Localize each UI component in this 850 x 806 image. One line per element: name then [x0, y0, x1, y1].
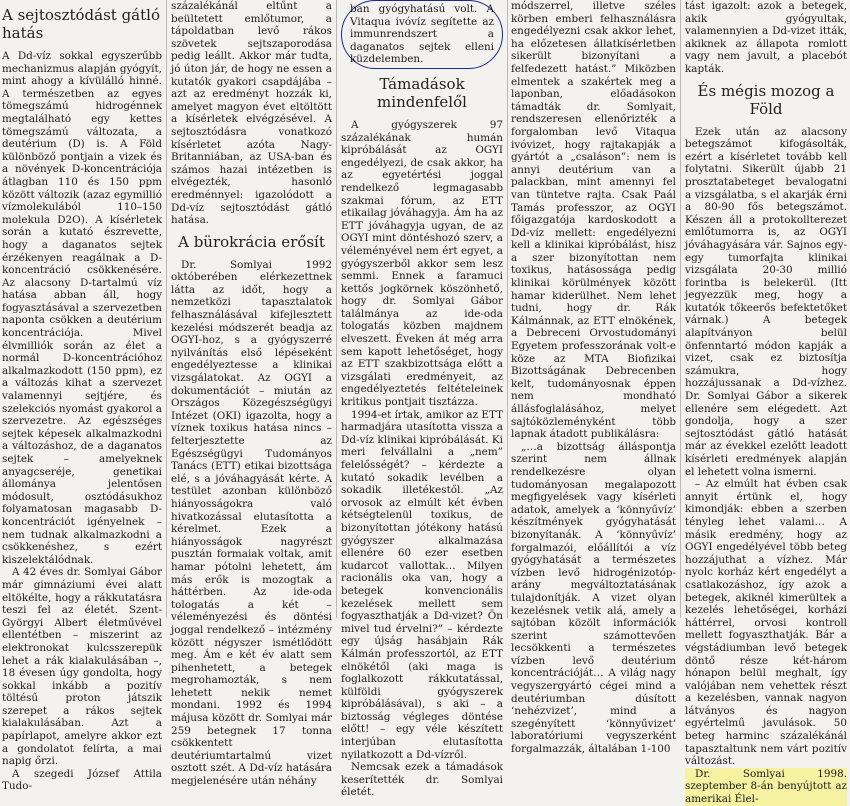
paragraph: A Dd-víz sokkal egyszerűbb mechanizmus alapján gyógyít, mint ahogy a kívülálló hinné. A természetben az egyes tömegszámú hidrogénnek megtalálható egy kettes tömegszámú változata, a deutérium (D) is. A Föld különböző pontjain a vizek és a növények D-koncentrációja átlagban 110 és 150 ppm között változik (azaz egymillió vízmolekulából 110–150 molekula D2O). A kísérletek során a kutató észrevette, hogy a daganatos sejtek érzékenyen reagálnak a D-koncentráció csökkenésére. Az alacsony D-tartalmú víz hatása abban áll, hogy fogyasztásával a szervezetben naponta csökken a deutérium koncentrációja. Mivel élvmilliók során az élet a normál D-koncentrációhoz alkalmazkodott (150 ppm), ez a változás kihat a szervezet valamennyi sejtjére, és szelekciós nyomást gyakorol a szervezetre. Az egészséges sejtek képesek alkalmazkodni a változáshoz, de a daganatos sejtek – amelyeknek anyagcseréje, genetikai állománya jelentősen módosult, osztódásukhoz folyamatosan magasabb D-koncentrációt igényelnek – nem tudnak alkalmazkodni a csökkenéshez, s ezért kiszelektálódnak.: [2, 50, 162, 566]
paragraph: A szegedi József Attila Tudo-: [2, 767, 162, 793]
article-column-2: [171, 0, 332, 788]
column-divider: [166, 0, 167, 618]
quoted-paragraph: „…a bizottság álláspontja szerint nem állnak rendelkezésre olyan tudományosan megalapozott megfigyelések vagy kísérleti adatok, amelyek a ‘könnyűvíz’ készítmények gyógyhatását bizonyítanák. A ‘könnyűvíz’ forgalmazói, előállítói a víz gyógyhatását a természetes vízben levő hidrogénizotóp-arány megváltoztatásának tulajdonítják. A vizet olyan kezelésnek vetik alá, amely a sajtóban közölt információk szerint számottevően lecsökkenti a természetes vízben levő deutérium koncentrációját… A világ nagy vegyszergyártó cégei mind a deutériumban dúsított ‘nehézvizet’, mind a szegényített ‘könnyűvizet’ laboratóriumi vegyszerként forgalmazzák, általában 1-100: [511, 440, 676, 756]
article-column-1: [2, 0, 162, 793]
paragraph: 1994-et írtak, amikor az ETT harmadjára utasította vissza a Dd-víz klinikai kipróbálását. Ki meri felvállalni a „nem” felelősségét? – kérdezte a kutató sokadik levélben a sokadik illetékestől. „Az orvosok az elmúlt két évben kétségtelenül toxikus, de bizonyítottan jótékony hatású gyógyszer alkalmazása ellenére 60 ezer esetben kudarcot vallottak… Milyen racionális oka van, hogy a betegek konvencionális kezelések mellett sem fogyaszthatják a Dd-vizet? Ön mivel tud érvelni?” – kérdezte egy újság hasábjain Rák Kálmán professzortól, az ETT elnökétől (aki maga is foglalkozott rákkutatással, külföldi gyógyszerek kipróbálásával), s aki – a biztosság végleges döntése előtt! – egy véle készített interjúban elutasította nyilatkozott a Dd-vízről.: [341, 408, 503, 761]
paragraph: tást igazolt: azok a betegek, akik gyógyultak, valamennyien a Dd-vizet itták, akiknek az állapota romlott vagy nem javult, a placebót kapták.: [685, 0, 847, 75]
paragraph: A 42 éves dr. Somlyai Gábor már gimnáziumi évei alatt eltökélte, hogy a rákkutatásra teszi fel az életét. Szent-Györgyi Albert életművével ellentétben – miszerint az elektronokat kulcsszerepük lehet a rák kialakulásában –, 18 évesen úgy gondolta, hogy sokkal inkább a pozitív töltésű proton játszik szerepet a rákos sejtek kialakulásában. Azt a papírlapot, amelyre akkor ezt a gondolatot felírta, a mai napig őrzi.: [2, 566, 162, 768]
paragraph: – Az elmúlt hat évben csak annyit értünk el, hogy kimondják: ebben a szerben tényleg lehet valami… A másik eredmény, hogy az OGYI engedélyével több beteg hozzájuthat a vízhez. Már nyolc korház kért engedélyt a csatlakozáshoz, így azok a betegek, akiknél kimerültek a kezelés lehetőségei, korházi háttérrel, orvosi kontroll mellett fogyaszthatják. Bár a végstádiumban levő betegek döntő része két-három hónapon belül meghalt, így valójában nem vehettek részt a kezelésben, vannak nagyon látványos és nagyon egyértelmű javulások. 50 beteg harminc százalékánál tapasztaltunk nem várt pozitív változást.: [685, 478, 847, 768]
paragraph: módszerrel, illetve széles körben emberi felhasználásra engedélyezni csak akkor lehet, ha előzetesen állatkísérletben sikerült bizonyítani a felfedezett hatást.” Miközben elmentek a szakértek meg a laponban, előadásokon támadták dr. Somlyait, rendszeresen ellenőrizték a forgalomban levő Vitaqua ivóvizet, hogy rajtakapják a gyártót a „csaláson”: nem is annyi deutérium van a palackban, mint amennyi fel van tüntetve rajta. Csak Paál Tamás professzor, az OGYI főigazgatója kardoskodott a Dd-víz mellett: engedélyezni kell a klinikai kipróbálást, hisz a szer bizonyítottan nem toxikus, hatásossága pedig klinikai körülmények között hamar kiderülhet. Nem lehet tudni, hogy dr. Rák Kálmánnak, az ETT elnökének, a Debreceni Orvostudományi Egyetem professzorának volt-e köze az MTA Biofizikai Bizottságának Debrecenben kelt, tudományosnak éppen nem mondható állásfoglalásához, melyet sajtóközleményként több lapnak átadott publikálásra:: [511, 0, 676, 441]
article-column-4: [511, 0, 676, 756]
column-divider: [336, 0, 337, 618]
highlighted-paragraph: Dr. Somlyai 1998. szeptember 8-án benyújtott az amerikai Élel-: [685, 767, 847, 806]
column-divider: [507, 0, 508, 618]
paragraph: Ezek után az alacsony betegszámot kifogásolták, ezért a kísérletet tovább kell folytatni. Sikerült újabb 21 prosztatabeteget bevalogatni a vizsgálatba, s el akarják érni a 80-90 fős betegszámot. Készen áll a protokollterezet emlőtumorra is, az OGYI jóváhagyására vár. Sajnos egy-egy tumorfajta klinikai vizsgálata 20-30 millió forintba is belekerül. (Itt jegyezzük meg, hogy a kutatók tőkeerős befektetőket várnak.) A betegek alapítványon belül önfenntartó módon kapják a vizet, csak ez biztosítja számukra, hogy hozzájussanak a Dd-vízhez. Dr. Somlyai Gábor a sikerek ellenére sem elégedett. Azt gondolja, hogy a szer sejtosztódást gátló hatását már az évekkel ezelőtt leadott kísérleti eredmények alapján el lehetett volna ismerni.: [685, 125, 847, 478]
paragraph: Dr. Somlyai 1992 októberében elérkezettnek látta az időt, hogy a nemzetközi tapasztalatok felhasználásával kifejlesztett kezelési módszerét beadja az OGYI-hoz, s a gyógyszerré nyilvánítás első lépéseként engedélyeztesse a klinikai vizsgálatokat. Az OGYI a dokumentációt – miután az Országos Közegészségügyi Intézet (OKI) igazolta, hogy a víznek toxikus hatása nincs – felterjesztette az Egészségügyi Tudományos Tanács (ETT) etikai bizottsága elé, s a jóváhagyását kérte. A testület azonban különböző hiányosságokra való hivatkozással elutasította a kérelmet. Ezek a hiányosságok nagyrészt pusztán formaiak voltak, amit hamar pótolni lehetett, ám más erők is mozogtak a háttérben. Az ide-oda tologatás a két – véleményezési és döntési joggal rendelkező – intézmény között négyszer ismétlődött meg. Ám e két év alatt sem pihenhetett, a betegek megrohamozták, s nem lehetett nekik nemet mondani. 1992 és 1994 májusa között dr. Somlyai már 259 betegnek 17 tonna csökkentett deutériumtartalmú vizet osztott szét. A Dd-víz hatására megjelenésére után néhány: [171, 258, 332, 788]
section-heading-3: Támadások mindenfelől: [377, 74, 467, 111]
paragraph: Nemcsak ezek a támadások keserítették dr. Somlyai életét.: [341, 761, 503, 799]
paragraph: százalékánál eltűnt a beültetett emlőtumor, a tápoldatban levő rákos szövetek sejtszaporodása pedig leállt. Akkor már tudta, jó úton jár, de hogy ne essen a kutatók gyakori csapdájába – azt az eredményt hozzák ki, amelyet magyon évet eltöltött a kísérletek elvégzésével. A sejtosztódásra vonatkozó kísérletet azóta Nagy-Britanniában, az USA-ban és számos hazai intézetben is elvégezték, hasonló eredménnyel: igazolódott a Dd-víz sejtosztódást gátló hatása.: [171, 0, 332, 227]
section-heading-2: A bürokrácia erősít: [178, 232, 325, 251]
article-column-3: [341, 0, 503, 799]
paragraph: A gyógyszerek 97 százalékának humán kipróbálását az OGYI engedélyezi, de csak akkor, ha az egyetértési joggal rendelkező legmagasabb szakmai fórum, az ETT etikailag jóváhagyja. Ám ha az ETT jóváhagyja ugyan, de az OGYI mint döntéshozó szerv, a véleményével nem ért egyet, a gyógyszerből akkor sem lesz semmi. Ennek a faramuci kettős jogkörnek köszönhető, hogy dr. Somlyai Gábor találmánya az ide-oda tologatás közben majdnem elveszett. Éveken át még arra sem kapott lehetőséget, hogy az ETT szakbizottsága előtt a vizsgálati eredményeit, az engedélyeztetés feltételeinek kritikus pontjait tisztázza.: [341, 118, 503, 409]
article-column-5: [685, 0, 847, 806]
section-heading-4: És mégis mozog a Föld: [697, 81, 835, 118]
section-heading-1: A sejtosztódást gátló hatás: [2, 6, 160, 42]
circled-paragraph: ban gyógyhatású volt. A Vitaqua ivóvíz segítette az immunrendszert a daganatos sejtek elleni küzdelemben.: [341, 0, 503, 69]
column-divider: [680, 0, 681, 618]
